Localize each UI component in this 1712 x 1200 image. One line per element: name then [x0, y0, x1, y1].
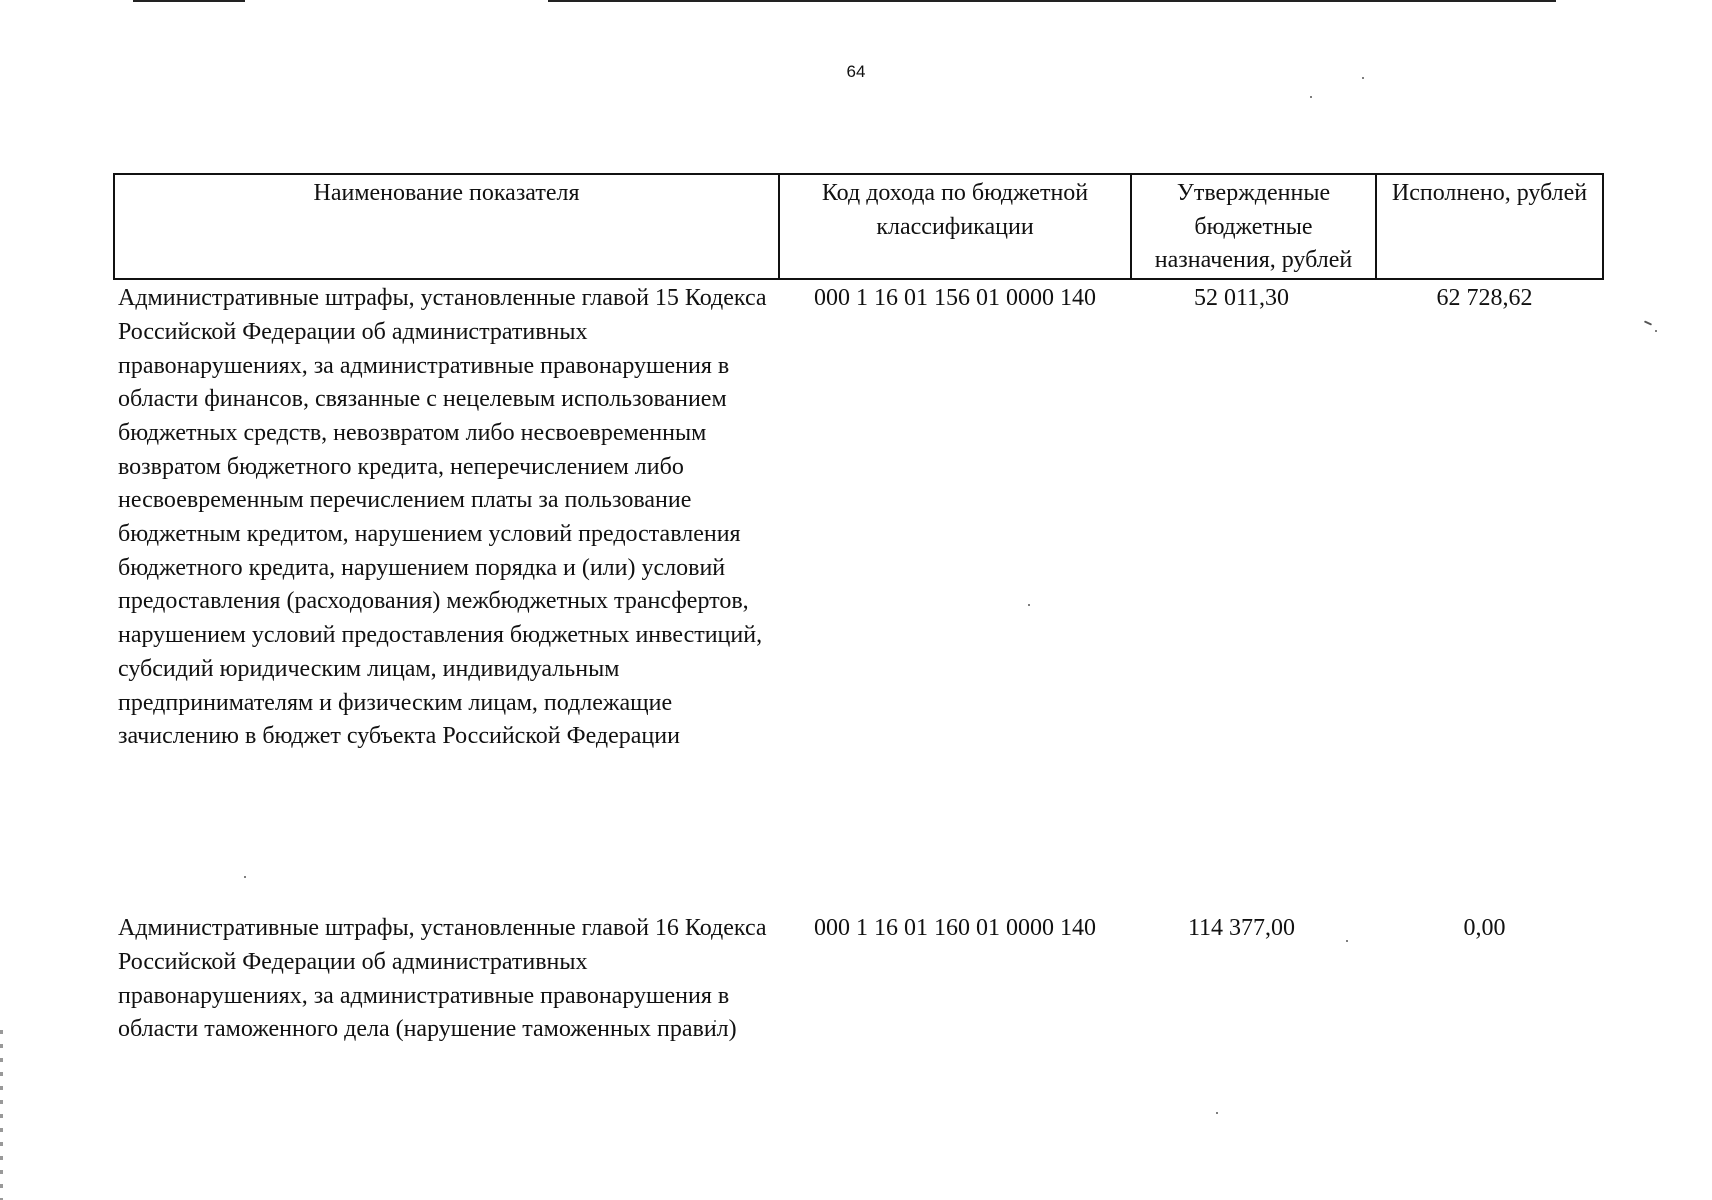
header-revenue-code: Код дохода по бюджетной классификации [779, 174, 1131, 279]
header-indicator-name: Наименование показателя [114, 174, 779, 279]
approved-amount-cell: 52 011,30 [1193, 285, 1290, 312]
scan-speck [1362, 77, 1364, 79]
scan-speck [1216, 1112, 1218, 1114]
indicator-name-cell: Административные штрафы, установленные главой 16 Кодекса Российской Федерации об административных правонарушениях, за административные правонарушения в области таможенного дела (нарушение таможенных правил) [118, 915, 767, 1043]
page-number: 64 [846, 62, 866, 81]
executed-amount-cell: 0,00 [1463, 915, 1506, 942]
header-approved-assignments: Утвержденные бюджетные назначения, рублей [1131, 174, 1376, 279]
top-edge-rule-left [133, 0, 245, 2]
revenue-table-container [113, 173, 1602, 1047]
revenue-code-cell: 000 1 16 01 160 01 0000 140 [814, 915, 1096, 942]
scan-speck [1655, 330, 1657, 332]
revenue-code-cell: 000 1 16 01 156 01 0000 140 [814, 285, 1096, 312]
revenue-table [113, 173, 1604, 1047]
approved-amount-cell: 114 377,00 [1187, 915, 1296, 942]
table-body [114, 279, 1603, 1047]
table-row [114, 912, 1603, 1047]
scan-edge-marks [0, 1030, 3, 1200]
scan-speck [1644, 320, 1652, 325]
header-executed: Исполнено, рублей [1376, 174, 1603, 279]
executed-amount-cell: 62 728,62 [1436, 285, 1533, 312]
indicator-name-cell: Административные штрафы, установленные главой 15 Кодекса Российской Федерации об административных правонарушениях, за административные правонарушения в области финансов, связанные с нецелевым использованием бюджетных средств, невозвратом либо несвоевременным возвратом бюджетного кредита, неперечислением либо несвоевременным перечислением платы за пользование бюджетным кредитом, нарушением условий предоставления бюджетного кредита, нарушением порядка и (или) условий предоставления (расходования) межбюджетных трансфертов, нарушением условий предоставления бюджетных инвестиций, субсидий юридическим лицам, индивидуальным предпринимателям и физическим лицам, подлежащие зачислению в бюджет субъекта Российской Федерации [118, 285, 767, 750]
table-row [114, 279, 1603, 912]
scan-speck [1310, 96, 1312, 98]
header-row [114, 174, 1603, 279]
table-header [114, 174, 1603, 279]
top-edge-rule-right [548, 0, 1556, 2]
